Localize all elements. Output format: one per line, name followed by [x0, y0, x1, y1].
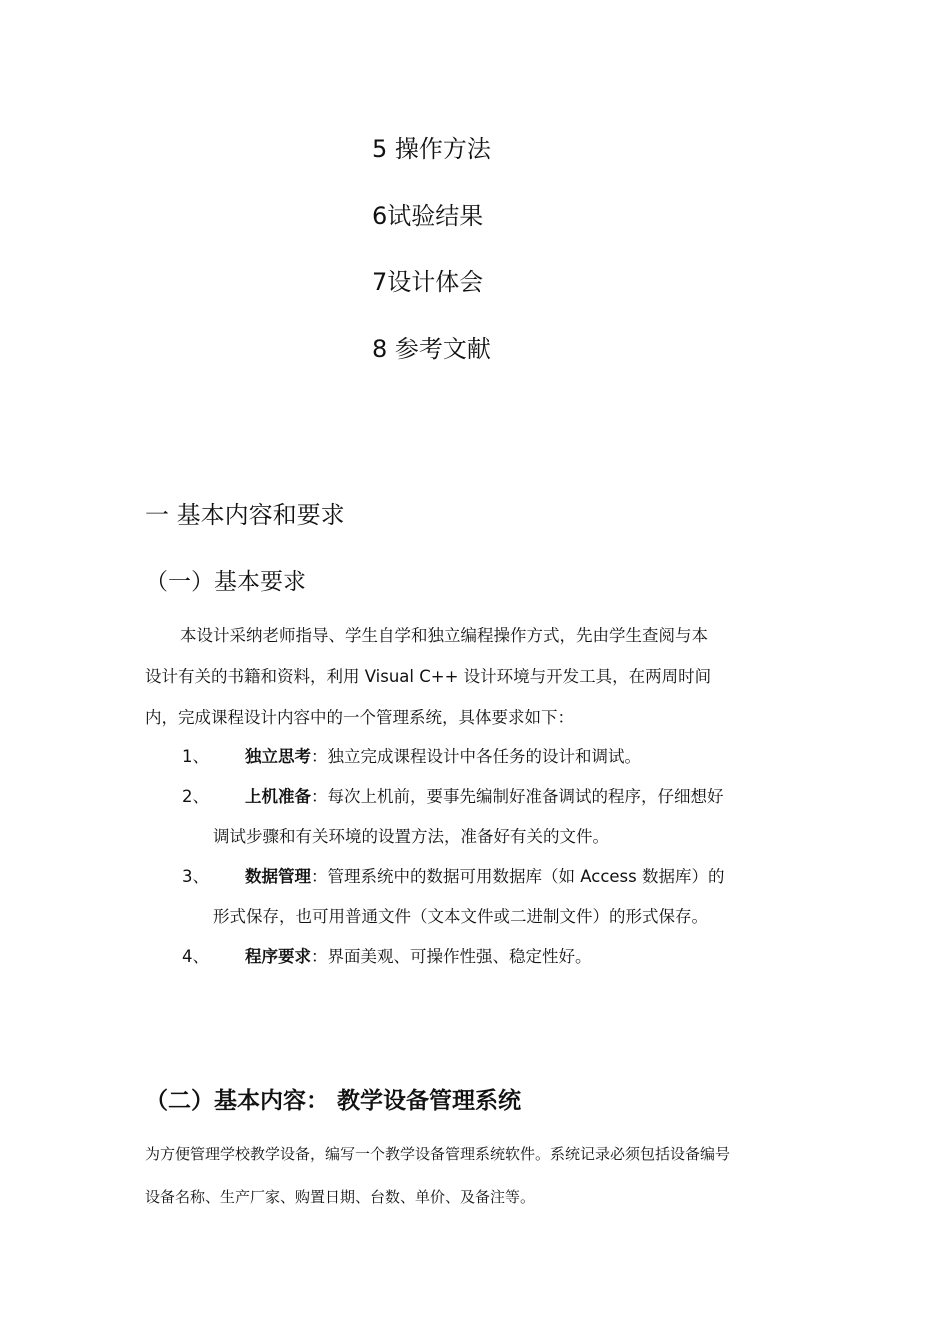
content-line-1: 为方便管理学校教学设备，编写一个教学设备管理系统软件。系统记录必须包括设备编号 [145, 1145, 731, 1163]
list-item-title: 数据管理 [245, 867, 311, 886]
toc-item-test-results: 6试验结果 [372, 202, 484, 230]
list-item [145, 777, 807, 857]
list-item-continuation: 调试步骤和有关环境的设置方法，准备好有关的文件。 [213, 827, 609, 846]
intro-paragraph [145, 615, 807, 738]
list-item [145, 937, 807, 977]
list-item-text: ：界面美观、可操作性强、稳定性好。 [311, 947, 592, 966]
toc-item-design-experience: 7设计体会 [372, 268, 484, 296]
list-item-title: 独立思考 [245, 747, 311, 766]
list-item-number: 1、 [182, 747, 209, 766]
list-item [145, 737, 807, 777]
list-item-text: ：每次上机前，要事先编制好准备调试的程序，仔细想好 [311, 787, 724, 806]
list-item-text: ：独立完成课程设计中各任务的设计和调试。 [311, 747, 641, 766]
subsection-basic-content-heading: （二）基本内容： 教学设备管理系统 [145, 1088, 522, 1114]
section-heading: 一 基本内容和要求 [145, 501, 345, 529]
list-item-continuation: 形式保存，也可用普通文件（文本文件或二进制文件）的形式保存。 [213, 907, 708, 926]
requirements-list [145, 737, 807, 977]
subsection-basic-requirements-heading: （一）基本要求 [145, 569, 306, 595]
toc-item-operation-method: 5 操作方法 [372, 135, 491, 163]
intro-line-3: 内，完成课程设计内容中的一个管理系统，具体要求如下： [145, 708, 574, 727]
list-item [145, 857, 807, 937]
content-line-2: 设备名称、生产厂家、购置日期、台数、单价、及备注等。 [145, 1188, 536, 1206]
list-item-number: 3、 [182, 867, 209, 886]
list-item-title: 上机准备 [245, 787, 311, 806]
basic-content-paragraph [145, 1133, 807, 1219]
list-item-number: 2、 [182, 787, 209, 806]
intro-line-1: 本设计采纳老师指导、学生自学和独立编程操作方式，先由学生查阅与本 [180, 626, 708, 645]
list-item-text: ：管理系统中的数据可用数据库（如 Access 数据库）的 [311, 867, 725, 886]
list-item-number: 4、 [182, 947, 209, 966]
list-item-title: 程序要求 [245, 947, 311, 966]
intro-line-2: 设计有关的书籍和资料，利用 Visual C++ 设计环境与开发工具，在两周时间 [145, 667, 712, 686]
toc-item-references: 8 参考文献 [372, 335, 491, 363]
